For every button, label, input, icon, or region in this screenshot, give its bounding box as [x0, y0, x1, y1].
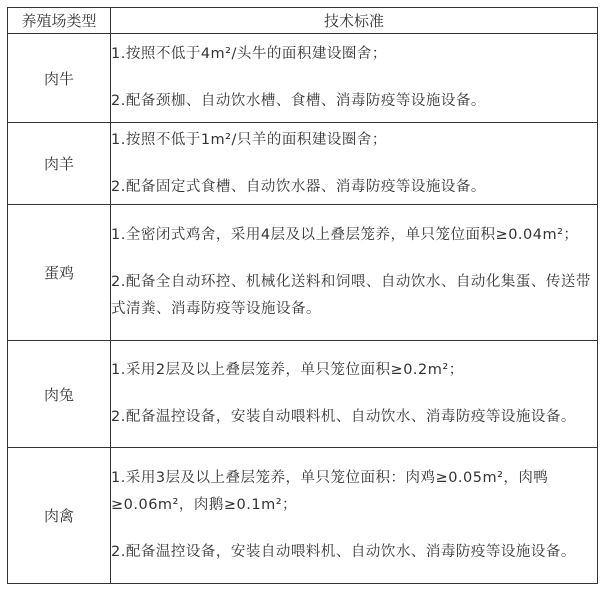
table-row [8, 205, 598, 341]
standard-item: 2.配备温控设备，安装自动喂料机、自动饮水、消毒防疫等设施设备。 [111, 544, 576, 560]
table-row [8, 123, 598, 205]
standard-item: 2.配备颈枷、自动饮水槽、食槽、消毒防疫等设施设备。 [111, 93, 486, 109]
standard-item: 2.配备温控设备，安装自动喂料机、自动饮水、消毒防疫等设施设备。 [111, 409, 576, 425]
livestock-standards-table [7, 7, 598, 584]
farm-type-cell: 肉兔 [8, 341, 111, 448]
standard-item: 1.采用3层及以上叠层笼养，单只笼位面积：肉鸡≥0.05m²，肉鸭≥0.06m²，肉鹅≥0.1m²； [111, 470, 549, 513]
standard-cell [111, 34, 598, 123]
standard-item: 1.按照不低于1m²/只羊的面积建设圈舍； [111, 131, 387, 148]
header-farm-type: 养殖场类型 [8, 8, 111, 34]
farm-type-cell: 肉牛 [8, 34, 111, 123]
standard-item: 1.按照不低于4m²/头牛的面积建设圈舍； [111, 46, 387, 62]
standard-cell [111, 123, 598, 205]
table-row [8, 448, 598, 584]
header-technical-standard: 技术标准 [111, 8, 598, 34]
table-row [8, 341, 598, 448]
farm-type-cell: 蛋鸡 [8, 205, 111, 341]
standard-item: 2.配备固定式食槽、自动饮水器、消毒防疫等设施设备。 [111, 178, 486, 195]
standard-cell [111, 448, 598, 584]
standard-item: 1.全密闭式鸡舍，采用4层及以上叠层笼养，单只笼位面积≥0.04m²； [111, 227, 579, 243]
standard-item: 2.配备全自动环控、机械化送料和饲喂、自动饮水、自动化集蛋、传送带式清粪、消毒防疫等设施设备。 [111, 274, 591, 317]
header-row [8, 8, 598, 34]
standard-item: 1.采用2层及以上叠层笼养，单只笼位面积≥0.2m²； [111, 362, 464, 378]
farm-type-cell: 肉禽 [8, 448, 111, 584]
standard-cell [111, 341, 598, 448]
farm-type-cell: 肉羊 [8, 123, 111, 205]
table-row [8, 34, 598, 123]
standard-cell [111, 205, 598, 341]
